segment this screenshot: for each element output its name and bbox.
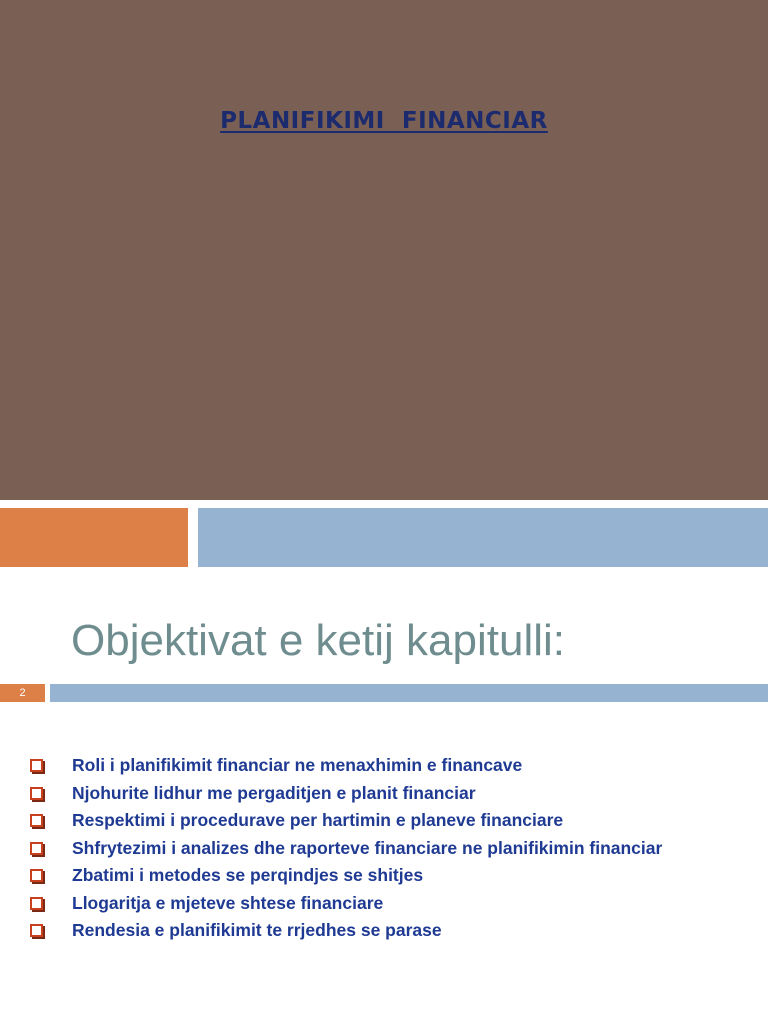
list-item-text: Zbatimi i metodes se perqindjes se shitjes [72, 865, 424, 886]
list-item [30, 917, 662, 945]
list-item [30, 752, 662, 780]
square-bullet-icon [30, 759, 43, 772]
square-bullet-icon [30, 897, 43, 910]
square-bullet-icon [30, 787, 43, 800]
slide-2-title: Objektivat e ketij kapitulli: [71, 616, 565, 665]
slide-1-title: PLANIFIKIMI FINANCIAR [220, 108, 548, 134]
list-item-text: Respektimi i procedurave per hartimin e planeve financiare [72, 810, 564, 831]
objectives-list [30, 752, 662, 945]
list-item-text: Shfrytezimi i analizes dhe raporteve financiare ne planifikimin financiar [72, 837, 663, 858]
list-item [30, 780, 662, 808]
list-item [30, 890, 662, 918]
list-item [30, 862, 662, 890]
slide-number: 2 [0, 684, 45, 702]
list-item-text: Njohurite lidhur me pergaditjen e planit financiar [72, 782, 476, 803]
square-bullet-icon [30, 924, 43, 937]
list-item [30, 807, 662, 835]
square-bullet-icon [30, 814, 43, 827]
slide-1 [0, 0, 768, 500]
square-bullet-icon [30, 842, 43, 855]
list-item-text: Llogaritja e mjeteve shtese financiare [72, 892, 384, 913]
list-item-text: Roli i planifikimit financiar ne menaxhimin e financave [72, 755, 523, 776]
divider-bar [50, 684, 768, 702]
header-band-orange [0, 508, 188, 567]
list-item-text: Rendesia e planifikimit te rrjedhes se parase [72, 920, 442, 941]
list-item [30, 835, 662, 863]
header-band-blue [198, 508, 768, 567]
square-bullet-icon [30, 869, 43, 882]
